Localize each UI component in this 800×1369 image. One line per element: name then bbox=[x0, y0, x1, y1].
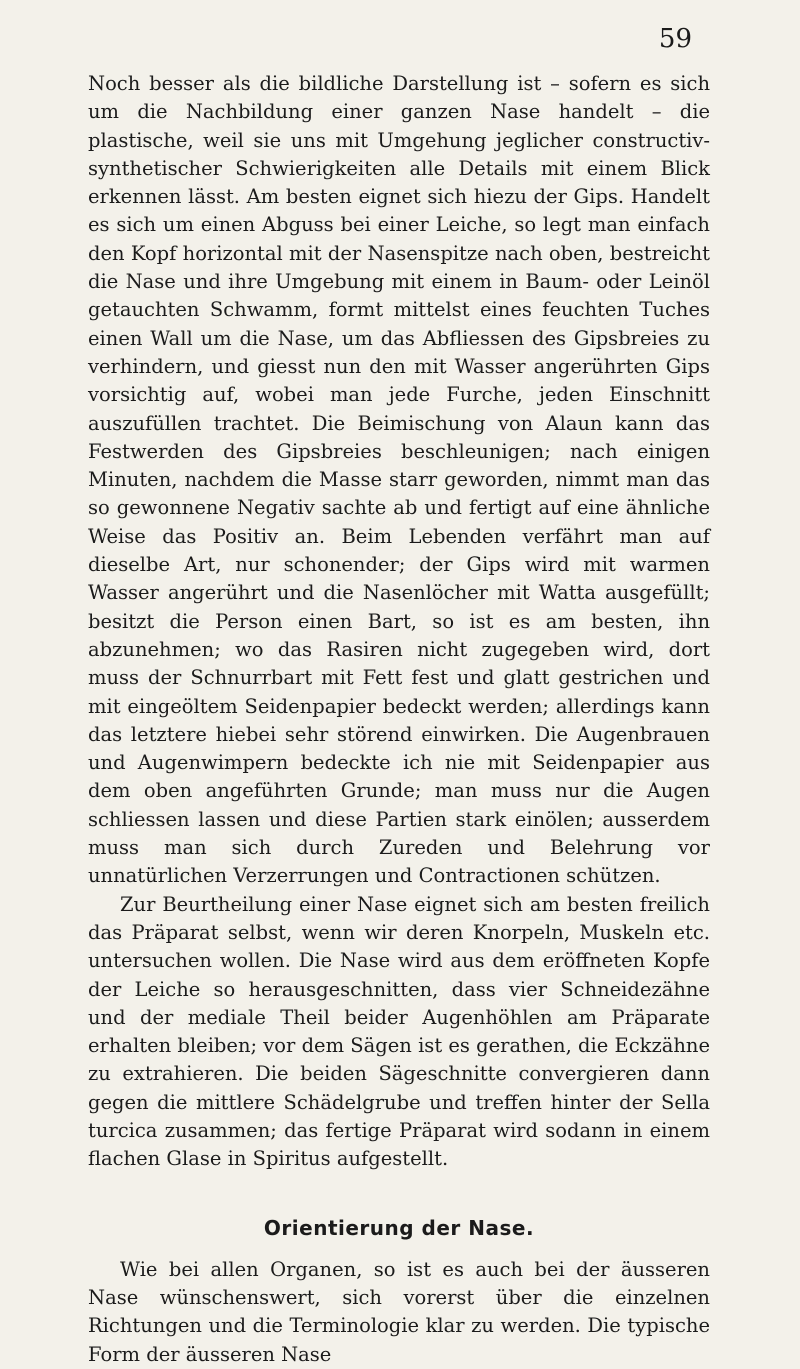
section-heading: Orientierung der Nase. bbox=[263, 1215, 535, 1240]
paragraph-specimen: Zur Beurtheilung einer Nase eignet sich am besten freilich das Präparat selbst, wenn wir deren Knorpeln, Muskeln etc. untersuchen wollen. Die Nase wird aus dem eröffneten Kopfe der Leiche so herausgeschnitten, dass vier Schneidezähne und der mediale Theil beider Augenhöhlen am Präparate erhalten bleiben; vor dem Sägen ist es gerathen, die Eckzähne zu extrahieren. Die beiden Sägeschnitte convergieren dann gegen die mittlere Schädelgrube und treffen hinter der Sella turcica zusammen; das fertige Präparat wird sodann in einem flachen Glase in Spiritus aufgestellt. bbox=[88, 892, 710, 1171]
paragraph-plaster-cast: Noch besser als die bildliche Darstellung ist – sofern es sich um die Nachbildung einer ganzen Nase handelt – die plastische, weil sie uns mit Umgehung jeglicher constructiv-synthetischer Schwierigkeiten alle Details mit einem Blick erkennen lässt. Am besten eignet sich hiezu der Gips. Handelt es sich um einen Abguss bei einer Leiche, so legt man einfach den Kopf horizontal mit der Nasenspitze nach oben, bestreicht die Nase und ihre Umgebung mit einem in Baum- oder Leinöl getauchten Schwamm, formt mittelst eines feuchten Tuches einen Wall um die Nase, um das Abfliessen des Gipsbreies zu verhindern, und giesst nun den mit Wasser angerührten Gips vorsichtig auf, wobei man jede Furche, jeden Einschnitt auszufüllen trachtet. Die Beimischung von Alaun kann das Festwerden des Gipsbreies beschleunigen; nach einigen Minuten, nachdem die Masse starr geworden, nimmt man das so gewonnene Negativ sachte ab und fertigt auf eine ähnliche Weise das Positiv an. Beim Lebenden verfährt man auf dieselbe Art, nur schonender; der Gips wird mit warmen Wasser angerührt und die Nasenlöcher mit Watta ausgefüllt; besitzt die Person einen Bart, so ist es am besten, ihn abzunehmen; wo das Rasiren nicht zugegeben wird, dort muss der Schnurrbart mit Fett fest und glatt gestrichen und mit eingeöltem Seidenpapier bedeckt werden; allerdings kann das letztere hiebei sehr störend einwirken. Die Augenbrauen und Augenwimpern bedeckte ich nie mit Seidenpapier aus dem oben angeführten Grunde; man muss nur die Augen schliessen lassen und diese Partien stark einölen; ausserdem muss man sich durch Zureden und Belehrung vor unnatürlichen Verzerrungen und Contractionen schützen. bbox=[88, 72, 710, 888]
paragraph-orientation: Wie bei allen Organen, so ist es auch bei der äusseren Nase wünschenswert, sich vorerst über die einzelnen Richtungen und die Terminologie klar zu werden. Die typische Form der äusseren Nase bbox=[88, 1257, 710, 1366]
page-body bbox=[88, 70, 710, 1369]
page-number: 59 bbox=[658, 24, 692, 54]
